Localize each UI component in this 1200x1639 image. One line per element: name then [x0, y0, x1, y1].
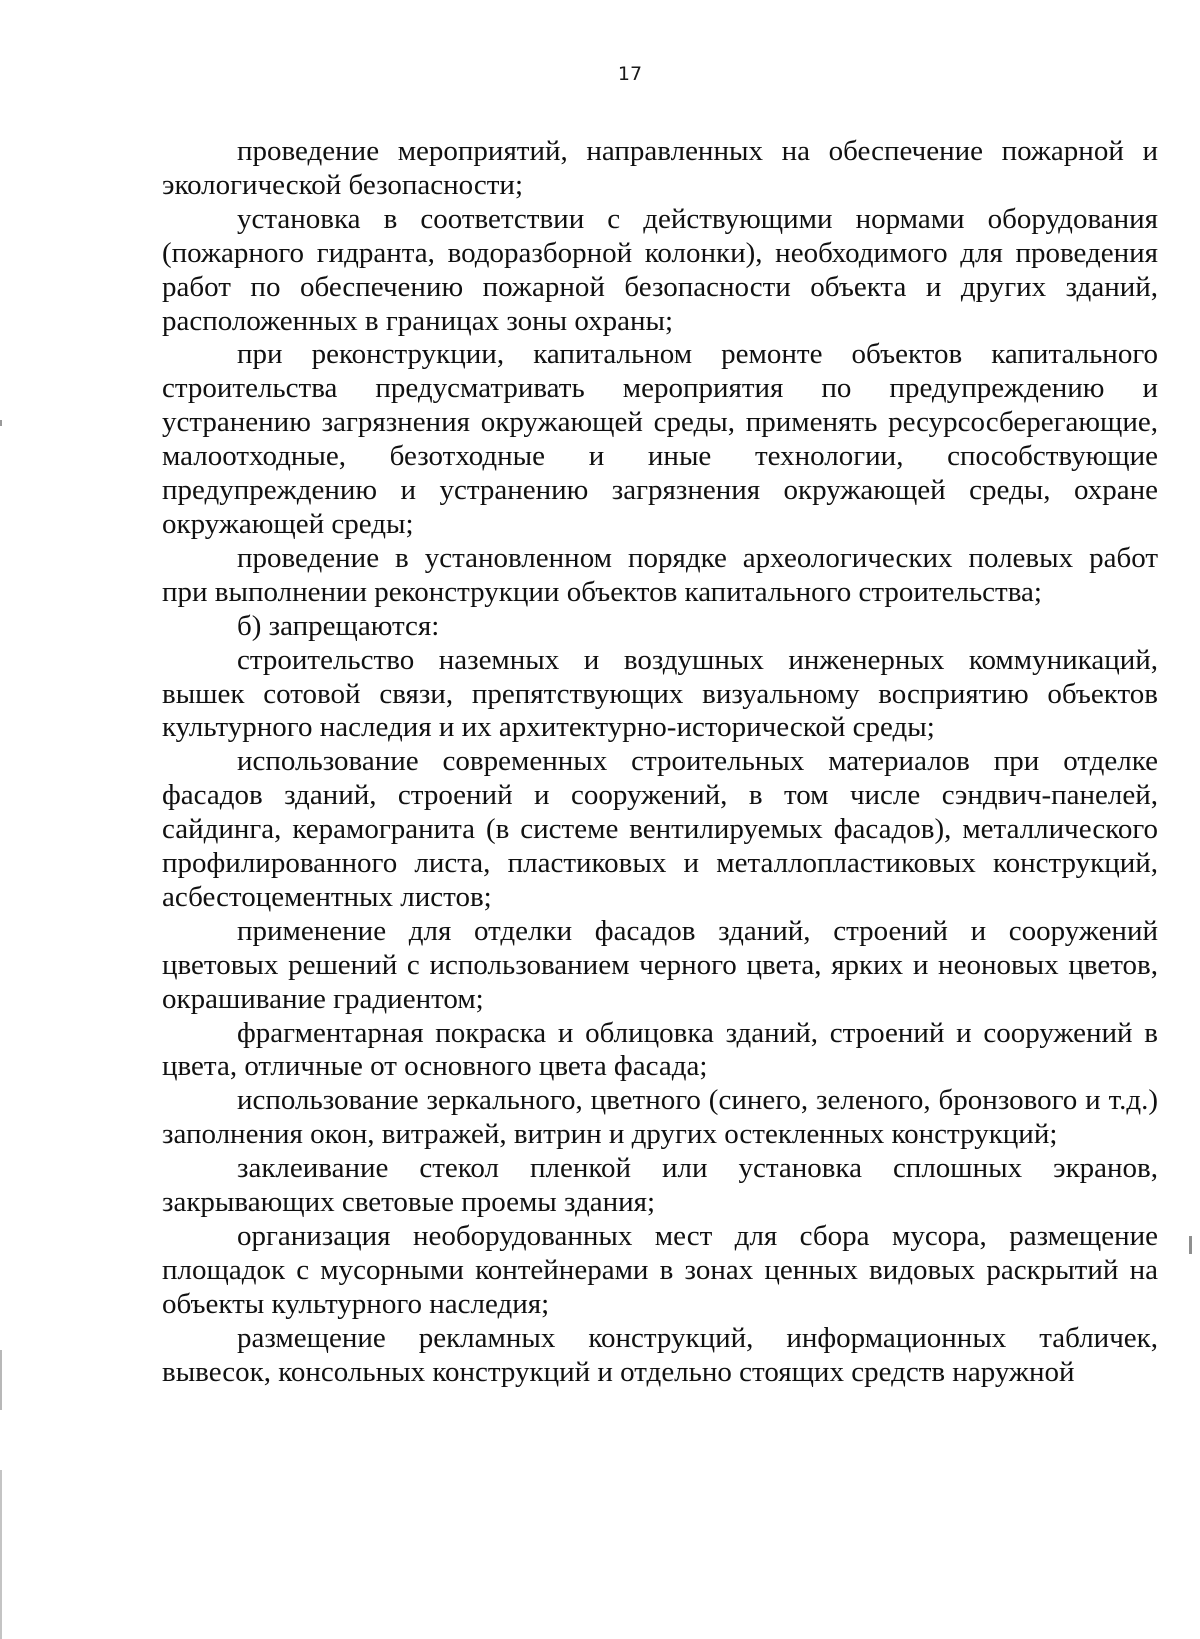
body-text	[162, 135, 1158, 1390]
paragraph: проведение мероприятий, направленных на обеспечение пожарной и экологической безопасности;	[162, 135, 1158, 201]
paragraph: использование современных строительных материалов при отделке фасадов зданий, строений и сооружений, в том числе сэндвич-панелей, сайдинга, керамогранита (в системе вентилируемых фасадов), металлического профилированного листа, пластиковых и металлопластиковых конструкций, асбестоцементных листов;	[162, 745, 1158, 913]
paragraph: установка в соответствии с действующими нормами оборудования (пожарного гидранта, водоразборной колонки), необходимого для проведения работ по обеспечению пожарной безопасности объекта и других зданий, расположенных в границах зоны охраны;	[162, 202, 1158, 337]
paragraph: использование зеркального, цветного (синего, зеленого, бронзового и т.д.) заполнения окон, витражей, витрин и других остекленных конструкций;	[162, 1084, 1158, 1151]
paragraph: фрагментарная покраска и облицовка зданий, строений и сооружений в цвета, отличные от основного цвета фасада;	[162, 1016, 1158, 1083]
page-number: 17	[617, 63, 643, 85]
paragraph: при реконструкции, капитальном ремонте объектов капитального строительства предусматривать мероприятия по предупреждению и устранению загрязнения окружающей среды, применять ресурсосберегающие, малоотходные, безотходные и иные технологии, способствующие предупреждению и устранению загрязнения окружающей среды, охране окружающей среды;	[162, 338, 1158, 540]
paragraph: организация необорудованных мест для сбора мусора, размещение площадок с мусорными контейнерами в зонах ценных видовых раскрытий на объекты культурного наследия;	[162, 1220, 1158, 1320]
paragraph: размещение рекламных конструкций, информационных табличек, вывесок, консольных конструкций и отдельно стоящих средств наружной	[162, 1321, 1158, 1388]
paragraph: строительство наземных и воздушных инженерных коммуникаций, вышек сотовой связи, препятствующих визуальному восприятию объектов культурного наследия и их архитектурно-исторической среды;	[162, 643, 1158, 744]
scan-artifact	[1189, 1236, 1192, 1254]
paragraph: б) запрещаются:	[237, 609, 440, 642]
paragraph: применение для отделки фасадов зданий, строений и сооружений цветовых решений с использованием черного цвета, ярких и неоновых цветов, окрашивание градиентом;	[162, 914, 1158, 1015]
paragraph: проведение в установленном порядке археологических полевых работ при выполнении реконструкции объектов капитального строительства;	[162, 541, 1158, 608]
scan-edge-mark	[0, 1350, 2, 1410]
paragraph: заклеивание стекол пленкой или установка сплошных экранов, закрывающих световые проемы здания;	[162, 1152, 1158, 1219]
scan-edge-mark	[0, 420, 2, 426]
scan-edge-mark	[0, 1470, 2, 1639]
